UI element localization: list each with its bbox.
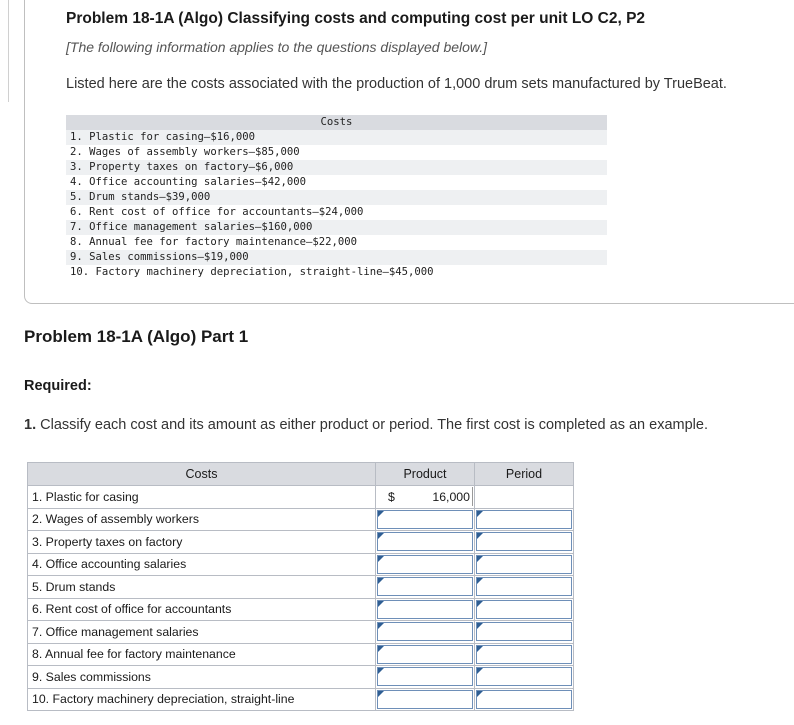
table-row xyxy=(28,598,574,621)
period-input[interactable] xyxy=(476,555,572,574)
table-row xyxy=(28,508,574,531)
costs-line: 9. Sales commissions–$19,000 xyxy=(66,250,607,265)
product-input[interactable] xyxy=(377,577,473,596)
product-input[interactable] xyxy=(377,600,473,619)
product-input[interactable] xyxy=(377,555,473,574)
costs-column-header: Costs xyxy=(28,463,376,486)
costs-line: 5. Drum stands–$39,000 xyxy=(66,190,607,205)
cost-label: 3. Property taxes on factory xyxy=(28,531,376,554)
table-row xyxy=(28,553,574,576)
cost-label: 5. Drum stands xyxy=(28,576,376,599)
product-column-header: Product xyxy=(376,463,475,486)
instruction-body: Classify each cost and its amount as either product or period. The first cost is completed as an example. xyxy=(40,417,708,433)
problem-subtitle: [The following information applies to the questions displayed below.] xyxy=(66,39,488,55)
product-value-cell xyxy=(376,486,475,509)
product-input[interactable] xyxy=(377,532,473,551)
product-amount: 16,000 xyxy=(432,490,470,505)
cost-label: 2. Wages of assembly workers xyxy=(28,508,376,531)
cost-label: 6. Rent cost of office for accountants xyxy=(28,598,376,621)
product-input[interactable] xyxy=(377,645,473,664)
costs-list-heading: Costs xyxy=(66,115,607,130)
required-label: Required: xyxy=(24,378,92,394)
product-input[interactable] xyxy=(377,690,473,709)
table-row xyxy=(28,688,574,711)
period-input[interactable] xyxy=(476,667,572,686)
problem-intro: Listed here are the costs associated with the production of 1,000 drum sets manufactured by TrueBeat. xyxy=(66,76,727,92)
product-input[interactable] xyxy=(377,510,473,529)
period-input[interactable] xyxy=(476,622,572,641)
costs-line: 10. Factory machinery depreciation, straight-line–$45,000 xyxy=(70,266,434,278)
part-title: Problem 18-1A (Algo) Part 1 xyxy=(24,327,249,346)
table-row xyxy=(28,621,574,644)
costs-line: 4. Office accounting salaries–$42,000 xyxy=(70,176,306,188)
costs-line: 2. Wages of assembly workers–$85,000 xyxy=(70,146,300,158)
cost-label: 8. Annual fee for factory maintenance xyxy=(28,643,376,666)
costs-list xyxy=(66,115,607,280)
instruction-number: 1. xyxy=(24,417,37,433)
period-input[interactable] xyxy=(476,510,572,529)
period-input[interactable] xyxy=(476,577,572,596)
classification-table xyxy=(27,462,574,711)
instruction-text xyxy=(24,417,708,433)
period-input[interactable] xyxy=(476,645,572,664)
currency-symbol: $ xyxy=(388,490,395,505)
costs-line: 3. Property taxes on factory–$6,000 xyxy=(66,160,607,175)
cost-label: 9. Sales commissions xyxy=(28,666,376,689)
table-row xyxy=(28,486,574,509)
table-row xyxy=(28,666,574,689)
table-row xyxy=(28,531,574,554)
table-row xyxy=(28,576,574,599)
costs-line: 7. Office management salaries–$160,000 xyxy=(66,220,607,235)
costs-line: 8. Annual fee for factory maintenance–$22,000 xyxy=(70,236,358,248)
product-input[interactable] xyxy=(377,667,473,686)
period-input[interactable] xyxy=(476,532,572,551)
period-input[interactable] xyxy=(476,690,572,709)
left-edge-tab xyxy=(0,0,9,102)
period-value-cell xyxy=(475,486,574,509)
table-row xyxy=(28,643,574,666)
cost-label: 4. Office accounting salaries xyxy=(28,553,376,576)
costs-line: 6. Rent cost of office for accountants–$24,000 xyxy=(70,206,364,218)
problem-title: Problem 18-1A (Algo) Classifying costs and computing cost per unit LO C2, P2 xyxy=(66,10,646,27)
cost-label: 10. Factory machinery depreciation, straight-line xyxy=(28,688,376,711)
period-input[interactable] xyxy=(476,600,572,619)
cost-label: 7. Office management salaries xyxy=(28,621,376,644)
period-column-header: Period xyxy=(475,463,574,486)
cost-label: 1. Plastic for casing xyxy=(28,486,376,509)
product-input[interactable] xyxy=(377,622,473,641)
costs-line: 1. Plastic for casing–$16,000 xyxy=(66,130,607,145)
